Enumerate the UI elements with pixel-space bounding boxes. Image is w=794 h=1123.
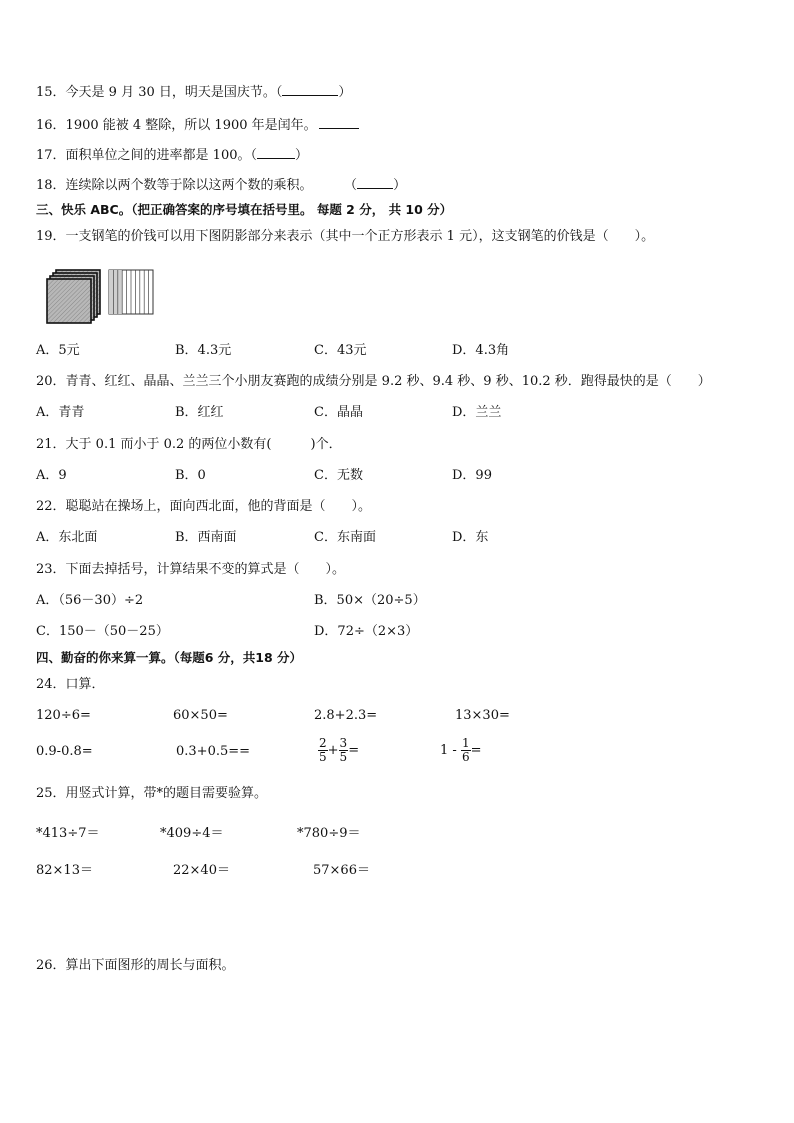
q24-fraction-diff: 1 - $\frac{1}{6}$ = — [440, 736, 482, 764]
section-3-heading: 三、快乐 ABC。（把正确答案的序号填在括号里。 每题 2 分， 共 10 分） — [36, 202, 453, 217]
q20-option-c[interactable]: C．晶晶 — [314, 405, 363, 420]
q17-text: 17．面积单位之间的进率都是 100。（ — [36, 148, 257, 163]
q26-title: 26．算出下面图形的周长与面积。 — [36, 958, 235, 973]
q18-text: 18．连续除以两个数等于除以这两个数的乘积。 — [36, 178, 313, 193]
q24-item: 0.9-0.8= — [36, 744, 93, 759]
q22-option-b[interactable]: B．西南面 — [175, 530, 237, 545]
q24-fraction-sum: $\frac{2}{5}$ + $\frac{3}{5}$ = — [319, 736, 360, 764]
q25-item: 22×40＝ — [173, 863, 230, 878]
q20-question: 20．青青、红红、晶晶、兰兰三个小朋友赛跑的成绩分别是 9.2 秒、9.4 秒、9 秒、10.2 秒．跑得最快的是（ ） — [36, 374, 711, 389]
q19-option-d[interactable]: D．4.3角 — [452, 343, 510, 358]
q18-line — [36, 176, 406, 194]
q22-question: 22．聪聪站在操场上，面向西北面，他的背面是（ ）。 — [36, 499, 372, 514]
q15-line — [36, 83, 351, 101]
q23-option-d[interactable]: D．72÷（2×3） — [314, 624, 419, 639]
q22-option-a[interactable]: A．东北面 — [36, 530, 98, 545]
q24-item: 0.3+0.5== — [176, 744, 251, 759]
q25-item: *413÷7＝ — [36, 826, 100, 841]
q17-answer-blank[interactable] — [257, 146, 295, 159]
q21-option-a[interactable]: A．9 — [36, 468, 67, 483]
q24-item: 60×50= — [173, 708, 228, 723]
q15-close: ） — [338, 85, 352, 100]
q16-line — [36, 116, 359, 134]
q19-option-b[interactable]: B．4.3元 — [175, 343, 232, 358]
q25-item: *780÷9＝ — [297, 826, 361, 841]
q18-answer-blank[interactable] — [357, 176, 393, 189]
q20-option-d[interactable]: D．兰兰 — [452, 405, 502, 420]
q24-item: 120÷6= — [36, 708, 91, 723]
q25-item: 82×13＝ — [36, 863, 93, 878]
q24-title: 24．口算． — [36, 677, 105, 692]
fraction: $\frac{2}{5}$ — [319, 736, 327, 764]
q20-option-a[interactable]: A．青青 — [36, 405, 85, 420]
q23-option-b[interactable]: B．50×（20÷5） — [314, 593, 426, 608]
q15-text: 15．今天是 9 月 30 日，明天是国庆节。（ — [36, 85, 283, 100]
q22-option-c[interactable]: C．东南面 — [314, 530, 376, 545]
q19-question: 19．一支钢笔的价钱可以用下图阴影部分来表示（其中一个正方形表示 1 元），这支钢笔的价钱是（ ）。 — [36, 229, 655, 244]
q19-option-c[interactable]: C．43元 — [314, 343, 367, 358]
q16-text: 16．1900 能被 4 整除，所以 1900 年是闰年。 — [36, 118, 317, 133]
q19-option-a[interactable]: A．5元 — [36, 343, 80, 358]
section-4-heading: 四、勤奋的你来算一算。（每题6 分，共18 分） — [36, 650, 303, 665]
fraction: $\frac{1}{6}$ — [461, 736, 470, 764]
q17-line — [36, 146, 308, 164]
q23-option-a[interactable]: A．（56－30）÷2 — [36, 593, 144, 608]
q21-question: 21．大于 0.1 而小于 0.2 的两位小数有( )个． — [36, 437, 342, 452]
q23-question: 23．下面去掉括号，计算结果不变的算式是（ ）。 — [36, 562, 346, 577]
q24-item: 13×30= — [455, 708, 510, 723]
q20-option-b[interactable]: B．红红 — [175, 405, 224, 420]
q15-answer-blank[interactable] — [282, 83, 338, 96]
q22-option-d[interactable]: D．东 — [452, 530, 489, 545]
fraction: $\frac{3}{5}$ — [339, 736, 348, 764]
q18-paren-open: （ — [350, 178, 358, 193]
shaded-squares-image — [44, 268, 159, 326]
q25-item: *409÷4＝ — [160, 826, 224, 841]
q16-answer-blank[interactable] — [319, 116, 359, 129]
q21-option-c[interactable]: C．无数 — [314, 468, 363, 483]
q25-title: 25．用竖式计算，带*的题目需要验算。 — [36, 786, 268, 801]
q18-close: ） — [393, 178, 407, 193]
q17-close: ） — [295, 148, 309, 163]
q21-option-b[interactable]: B．0 — [175, 468, 206, 483]
q24-item: 2.8+2.3= — [314, 708, 378, 723]
q23-option-c[interactable]: C．150－（50－25） — [36, 624, 169, 639]
q21-option-d[interactable]: D．99 — [452, 468, 492, 483]
q25-item: 57×66＝ — [313, 863, 370, 878]
q19-money-figure — [44, 268, 159, 330]
